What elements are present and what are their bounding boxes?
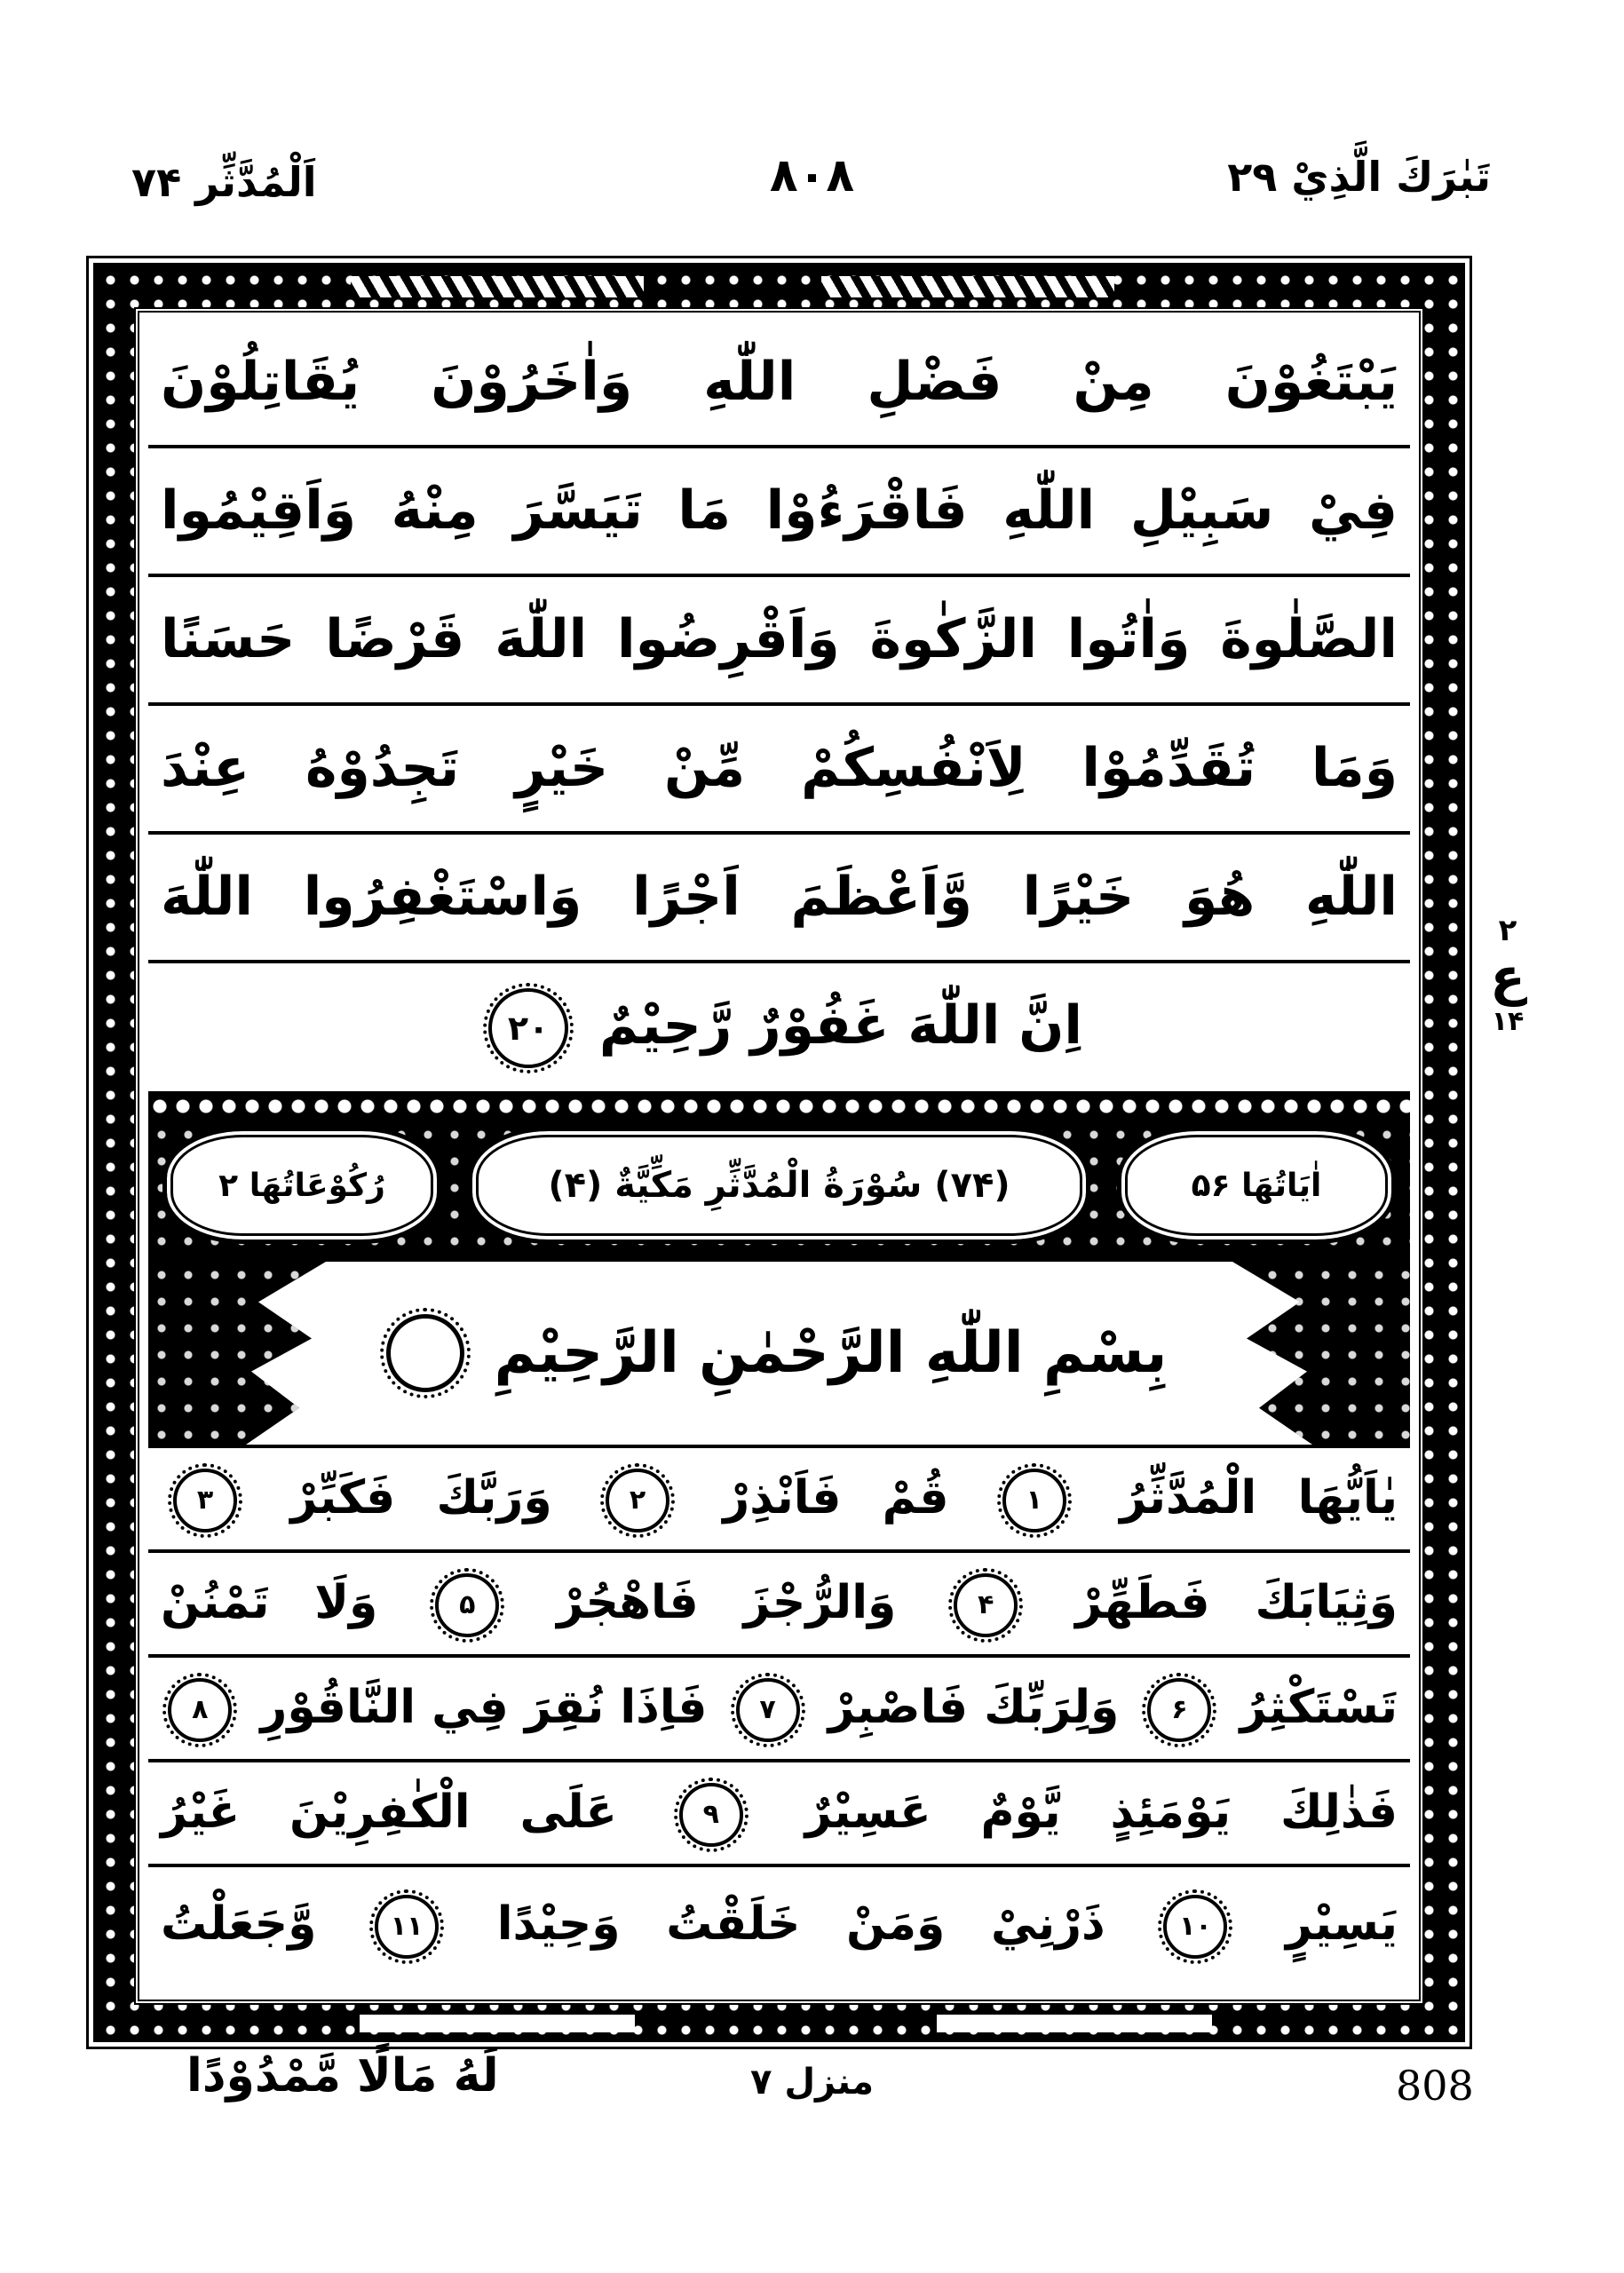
ayat-count-cell	[1110, 1121, 1403, 1249]
verse-marker-۲۰: ۲۰	[488, 988, 568, 1068]
ruku-margin-marker	[1474, 913, 1541, 1039]
ain-ruku-icon: ع	[1490, 946, 1525, 1007]
verse-marker-۶: ۶	[1147, 1678, 1211, 1742]
quran-line-1: يَبْتَغُوْنَ مِنْ فَضْلِ اللّٰهِ وَاٰخَرُوْنَ يُقَاتِلُوْنَ	[148, 320, 1410, 448]
verse-marker-۴: ۴	[954, 1573, 1018, 1637]
surah-title-cell	[461, 1121, 1097, 1249]
quran-line-9: تَسْتَكْثِرُ ۶ وَلِرَبِّكَ فَاصْبِرْ ۷ فَاِذَا نُقِرَ فِي النَّاقُوْرِ ۸	[148, 1658, 1410, 1762]
bismillah-ring-ornament	[386, 1314, 464, 1392]
quran-line-4: وَمَا تُقَدِّمُوْا لِاَنْفُسِكُمْ مِّنْ خَيْرٍ تَجِدُوْهُ عِنْدَ	[148, 706, 1410, 835]
surah-band-cells	[155, 1121, 1403, 1249]
quran-line-2: فِيْ سَبِيْلِ اللّٰهِ فَاقْرَءُوْا مَا تَيَسَّرَ مِنْهُ وَاَقِيْمُوا	[148, 448, 1410, 577]
border-bar-ornament	[360, 2015, 635, 2032]
manzil-label: منزل ۷	[749, 2062, 875, 2103]
bismillah-corner-ornament-left	[148, 1262, 326, 1445]
quran-line-6: اِنَّ اللّٰهَ غَفُوْرٌ رَّحِيْمٌ ۲۰	[148, 963, 1410, 1095]
surah-name-running-head: اَلْمُدَّثِّر ۷۴	[131, 158, 317, 206]
quran-line-10: فَذٰلِكَ يَوْمَئِذٍ يَّوْمٌ عَسِيْرٌ ۹ عَلَى الْكٰفِرِيْنَ غَيْرُ	[148, 1762, 1410, 1867]
page-number-western: 808	[1396, 2062, 1474, 2110]
quran-line-11: يَسِيْرٍ ۱۰ ذَرْنِيْ وَمَنْ خَلَقْتُ وَحِيْدًا ۱۱ وَّجَعَلْتُ	[148, 1867, 1410, 1992]
ruku-count-cartouche: رُكُوْعَاتُهَا ۲	[162, 1127, 441, 1244]
juz-name-running-head: تَبٰرَكَ الَّذِيْ ۲۹	[1227, 153, 1491, 201]
text-panel	[134, 307, 1424, 2005]
verse-marker-۱۰: ۱۰	[1163, 1895, 1227, 1959]
quran-line-3: الصَّلٰوةَ وَاٰتُوا الزَّكٰوةَ وَاَقْرِضُوا اللّٰهَ قَرْضًا حَسَنًا	[148, 577, 1410, 706]
verse-marker-۱: ۱	[1002, 1469, 1066, 1532]
border-hatch-ornament	[351, 276, 644, 297]
bismillah-text: بِسْمِ اللّٰهِ الرَّحْمٰنِ الرَّحِيْمِ	[494, 1320, 1168, 1386]
ruku-number-in-surah: ۲	[1498, 913, 1517, 948]
verse-marker-۷: ۷	[736, 1678, 800, 1742]
ruku-number-in-para: ۱۴	[1491, 1006, 1525, 1037]
ruku-count-cell	[155, 1121, 448, 1249]
verse-marker-۹: ۹	[679, 1783, 743, 1847]
quran-line-5: اللّٰهِ هُوَ خَيْرًا وَّاَعْظَمَ اَجْرًا وَاسْتَغْفِرُوا اللّٰهَ	[148, 835, 1410, 963]
surah-title-band	[148, 1095, 1410, 1262]
bead-ornament-row	[148, 1095, 1410, 1118]
verse-marker-۲: ۲	[606, 1469, 669, 1532]
surah-title-cartouche: (۷۴) سُوْرَةُ الْمُدَّثِّرِ مَكِّيَّةٌ (۴)	[468, 1127, 1090, 1244]
border-bar-ornament	[937, 2015, 1212, 2032]
bismillah-corner-ornament-right	[1232, 1262, 1410, 1445]
verse-marker-۸: ۸	[168, 1678, 232, 1742]
border-hatch-ornament	[821, 276, 1114, 297]
verse-marker-۵: ۵	[435, 1573, 499, 1637]
ayat-count-cartouche: اٰيَاتُهَا ۵۶	[1117, 1127, 1396, 1244]
bismillah-row	[148, 1262, 1410, 1448]
quran-line-8: وَثِيَابَكَ فَطَهِّرْ ۴ وَالرُّجْزَ فَاهْجُرْ ۵ وَلَا تَمْنُنْ	[148, 1553, 1410, 1658]
verse-marker-۱۱: ۱۱	[375, 1895, 439, 1959]
quran-text-block	[148, 320, 1410, 1992]
catchword-next-page: لَهُ مَالًا مَّمْدُوْدًا	[186, 2049, 499, 2103]
ornamental-border	[93, 263, 1465, 2042]
quran-line-7: يٰاَيُّهَا الْمُدَّثِّرُ ۱ قُمْ فَاَنْذِرْ ۲ وَرَبَّكَ فَكَبِّرْ ۳	[148, 1448, 1410, 1553]
verse-marker-۳: ۳	[173, 1469, 237, 1532]
page-number-arabic: ۸۰۸	[769, 149, 855, 202]
